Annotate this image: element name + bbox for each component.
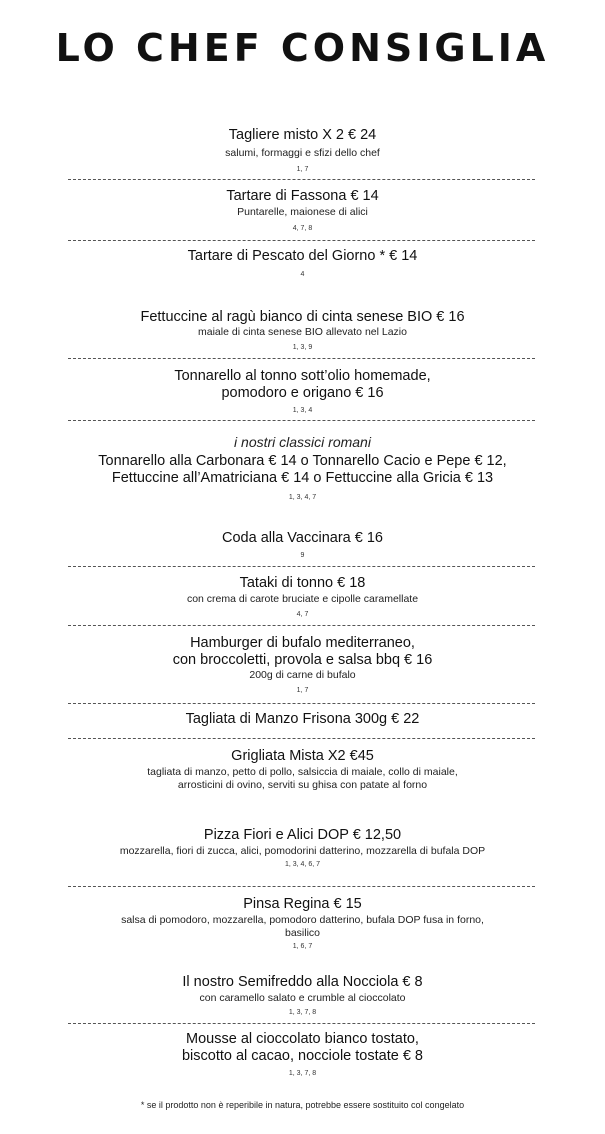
dish-description: mozzarella, fiori di zucca, alici, pomodorini datterino, mozzarella di bufala DOP xyxy=(119,845,486,857)
dish-description: con crema di carote bruciate e cipolle caramellate xyxy=(186,593,419,605)
dish-allergens: 4, 7, 8 xyxy=(292,225,313,232)
dish-allergens: 1, 3, 7, 8 xyxy=(288,1070,317,1077)
dish-allergens: 9 xyxy=(300,552,305,559)
dish-name: Tartare di Pescato del Giorno * € 14 xyxy=(187,248,418,264)
dish-name: Fettuccine al ragù bianco di cinta senese BIO € 16 xyxy=(140,309,465,325)
separator xyxy=(68,703,535,704)
separator xyxy=(68,240,535,241)
dish-description: salsa di pomodoro, mozzarella, pomodoro datterino, bufala DOP fusa in forno, xyxy=(121,914,484,926)
dish-allergens: 1, 3, 4, 6, 7 xyxy=(284,861,321,868)
dish-name: Tagliere misto X 2 € 24 xyxy=(228,127,377,143)
separator xyxy=(68,1023,535,1024)
dish-description: basilico xyxy=(284,927,321,939)
dish-description: 200g di carne di bufalo xyxy=(249,669,356,681)
footnote: * se il prodotto non è reperibile in natura, potrebbe essere sostituito col congelato xyxy=(140,1100,465,1110)
dish-allergens: 4 xyxy=(300,271,305,278)
separator xyxy=(68,179,535,180)
separator xyxy=(68,566,535,567)
dish-name: Pinsa Regina € 15 xyxy=(243,896,362,912)
dish-name: Grigliata Mista X2 €45 xyxy=(231,748,374,764)
dish-allergens: 1, 7 xyxy=(296,166,309,173)
dish-description: maiale di cinta senese BIO allevato nel Lazio xyxy=(198,326,407,338)
dish-description: arrosticini di ovino, serviti su ghisa con patate al forno xyxy=(177,779,428,791)
dish-description: Puntarelle, maionese di alici xyxy=(237,206,368,218)
page-title: LO CHEF CONSIGLIA xyxy=(55,26,550,70)
dish-allergens: 1, 6, 7 xyxy=(292,943,313,950)
separator xyxy=(68,886,535,887)
dish-allergens: 4, 7 xyxy=(296,611,309,618)
separator xyxy=(68,625,535,626)
dish-name: Tataki di tonno € 18 xyxy=(239,575,366,591)
dish-description: salumi, formaggi e sfizi dello chef xyxy=(225,147,380,159)
dish-description: tagliata di manzo, petto di pollo, salsiccia di maiale, collo di maiale, xyxy=(147,766,458,778)
dish-name: Tonnarello al tonno sott’olio homemade, xyxy=(174,368,431,384)
dish-name: Mousse al cioccolato bianco tostato, xyxy=(186,1031,419,1047)
separator xyxy=(68,420,535,421)
dish-allergens: 1, 7 xyxy=(296,687,309,694)
dish-name: Tartare di Fassona € 14 xyxy=(226,188,379,204)
separator xyxy=(68,358,535,359)
dish-name: Il nostro Semifreddo alla Nocciola € 8 xyxy=(182,974,423,990)
dish-allergens: 1, 3, 9 xyxy=(292,344,313,351)
dish-name: pomodoro e origano € 16 xyxy=(221,385,384,401)
dish-name: Tonnarello alla Carbonara € 14 o Tonnarello Cacio e Pepe € 12, xyxy=(98,453,507,469)
dish-name: biscotto al cacao, nocciole tostate € 8 xyxy=(181,1048,423,1064)
dish-allergens: 1, 3, 7, 8 xyxy=(288,1009,317,1016)
dish-name: Pizza Fiori e Alici DOP € 12,50 xyxy=(203,827,402,843)
dish-name: Coda alla Vaccinara € 16 xyxy=(222,530,383,546)
dish-name: Fettuccine all’Amatriciana € 14 o Fettuccine alla Gricia € 13 xyxy=(111,470,494,486)
dish-description: con caramello salato e crumble al cioccolato xyxy=(199,992,406,1004)
dish-name: Tagliata di Manzo Frisona 300g € 22 xyxy=(185,711,420,727)
dish-name: con broccoletti, provola e salsa bbq € 16 xyxy=(172,652,433,668)
dish-name: Hamburger di bufalo mediterraneo, xyxy=(190,635,415,651)
dish-allergens: 1, 3, 4 xyxy=(292,407,313,414)
section-heading: i nostri classici romani xyxy=(234,434,371,450)
dish-allergens: 1, 3, 4, 7 xyxy=(288,494,317,501)
separator xyxy=(68,738,535,739)
